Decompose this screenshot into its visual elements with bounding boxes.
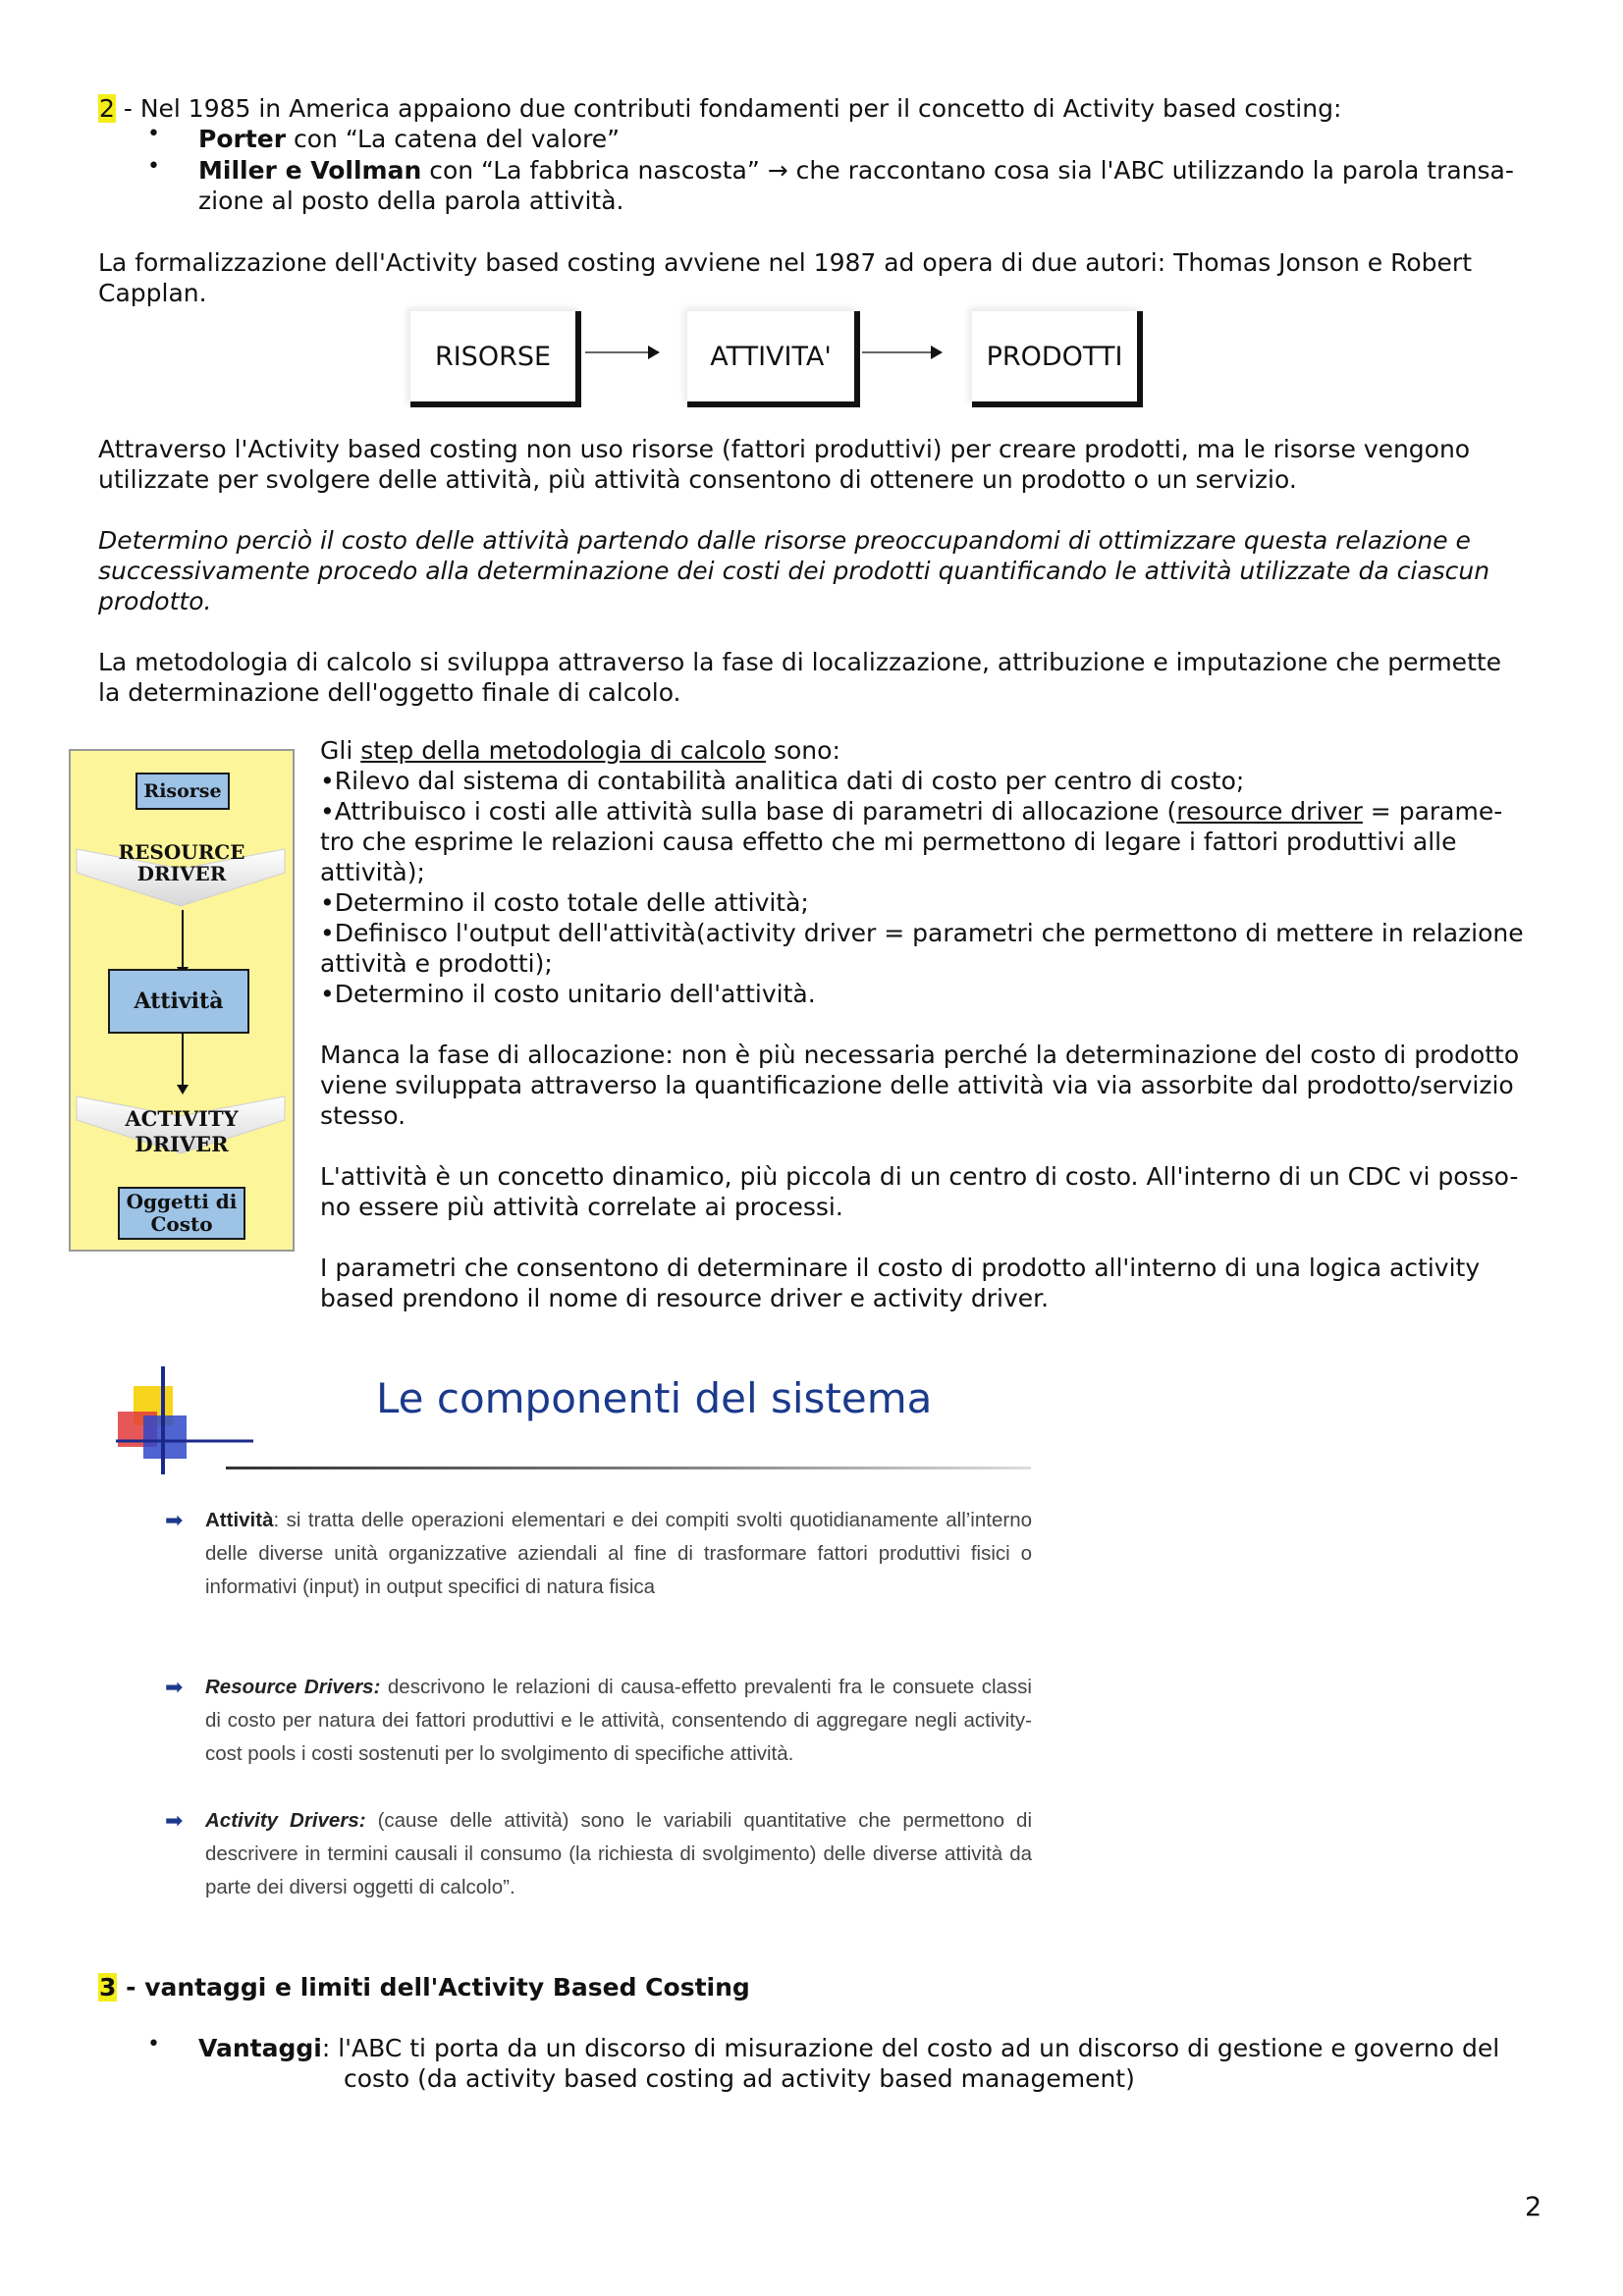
- abc-diagram: [69, 749, 295, 1252]
- diagram-box-risorse: Risorse: [135, 773, 230, 810]
- diagram-box-attivita: Attività: [108, 969, 249, 1034]
- bullet-miller-vollman-cont: zione al posto della parola attività.: [198, 187, 624, 215]
- slide-title: Le componenti del sistema: [376, 1374, 933, 1422]
- flow-arrow-head: [931, 346, 943, 359]
- paragraph-manca-cont: viene sviluppata attraverso la quantificazione delle attività via via assorbite dal prodotto/servizio: [320, 1071, 1514, 1099]
- paragraph-metodologia: La metodologia di calcolo si sviluppa attraverso la fase di localizzazione, attribuzione e imputazione che permette: [98, 648, 1502, 676]
- flow-arrow-line: [862, 351, 931, 353]
- paragraph-metodologia-cont: la determinazione dell'oggetto finale di calcolo.: [98, 678, 681, 707]
- italic-paragraph: Determino perciò il costo delle attività partendo dalle risorse preoccupandomi di ottimizzare questa relazione e: [98, 526, 1471, 555]
- slide-decoration-icon: [116, 1364, 253, 1482]
- diagram-label-resource: RESOURCE DRIVER: [118, 840, 245, 885]
- diagram-label-activity: ACTIVITY DRIVER: [125, 1106, 239, 1156]
- paragraph-manca: Manca la fase di allocazione: non è più necessaria perché la determinazione del costo di prodotto: [320, 1041, 1520, 1069]
- italic-paragraph-cont: prodotto.: [98, 587, 212, 615]
- arrow-bullet-icon: ➡: [165, 1509, 184, 1533]
- bullet-dot: •: [147, 154, 160, 179]
- vantaggi-text-cont: costo (da activity based costing ad activity based management): [344, 2064, 1135, 2093]
- paragraph-parametri: I parametri che consentono di determinare il costo di prodotto all'interno di una logica activity: [320, 1254, 1481, 1282]
- paragraph-risorse: Attraverso l'Activity based costing non uso risorse (fattori produttivi) per creare prodotti, ma le risorse vengono: [98, 435, 1471, 463]
- paragraph-parametri-cont: based prendono il nome di resource driver e activity driver.: [320, 1284, 1050, 1312]
- paragraph-manca-cont: stesso.: [320, 1101, 406, 1130]
- paragraph-attivita-cont: no essere più attività correlate ai processi.: [320, 1193, 843, 1221]
- formalization-text: La formalizzazione dell'Activity based costing avviene nel 1987 ad opera di due autori: Thomas Jonson e Robert: [98, 248, 1472, 277]
- step-2-cont: tro che esprime le relazioni causa effetto che mi permettono di legare i fattori produttivi alle: [320, 828, 1457, 856]
- flow-arrow-line: [585, 351, 648, 353]
- step-4-cont: attività e prodotti);: [320, 949, 553, 978]
- section-number-highlight: 3: [99, 1973, 117, 2002]
- bullet-porter: Porter con “La catena del valore”: [198, 125, 621, 153]
- flow-box-risorse: RISORSE: [410, 311, 581, 407]
- italic-paragraph-cont: successivamente procedo alla determinazione dei costi dei prodotti quantificando le attività utilizzate da ciascun: [98, 557, 1490, 585]
- arrow-bullet-icon: ➡: [165, 1809, 184, 1834]
- formalization-text-cont: Capplan.: [98, 279, 207, 307]
- flow-arrow-head: [648, 346, 660, 359]
- slide-item-attivita: Attività: si tratta delle operazioni elementari e dei compiti svolti quotidianamente all’interno delle diverse unità organizzative aziendali al fine di trasformare fattori produttivi fisici o informativi (input) in output specifici di natura fisica: [205, 1509, 1032, 1598]
- vantaggi-text: Vantaggi: l'ABC ti porta da un discorso di misurazione del costo ad un discorso di gestione e governo del: [198, 2034, 1500, 2062]
- flow-box-prodotti: PRODOTTI: [972, 311, 1143, 407]
- step-3: •Determino il costo totale delle attività;: [320, 888, 809, 917]
- bullet-dot: •: [147, 122, 160, 146]
- slide-item-activity-drivers: Activity Drivers: (cause delle attività) sono le variabili quantitative che permettono di descrivere in termini causali il consumo (la richiesta di svolgimento) delle diverse attività da parte dei diversi oggetti di calcolo”.: [205, 1809, 1032, 1898]
- bullet-dot: •: [147, 2032, 160, 2056]
- step-4: •Definisco l'output dell'attività(activity driver = parametri che permettono di mettere in relazione: [320, 919, 1524, 947]
- page-number: 2: [1525, 2192, 1542, 2222]
- section-2-intro: 2 - Nel 1985 in America appaiono due contributi fondamenti per il concetto di Activity based costing:: [99, 94, 1342, 123]
- paragraph-risorse-cont: utilizzate per svolgere delle attività, più attività consentono di ottenere un prodotto o un servizio.: [98, 465, 1297, 494]
- section-3-heading: 3 - vantaggi e limiti dell'Activity Based Costing: [99, 1973, 750, 2002]
- bullet-miller-vollman: Miller e Vollman con “La fabbrica nascosta” → che raccontano cosa sia l'ABC utilizzando la parola transa-: [198, 156, 1514, 185]
- flow-box-attivita: ATTIVITA': [687, 311, 860, 407]
- step-1: •Rilevo dal sistema di contabilità analitica dati di costo per centro di costo;: [320, 767, 1245, 795]
- diagram-box-oggetti: Oggetti di Costo: [118, 1187, 245, 1240]
- arrow-bullet-icon: ➡: [165, 1676, 184, 1700]
- step-5: •Determino il costo unitario dell'attività.: [320, 980, 816, 1008]
- slide-item-resource-drivers: Resource Drivers: descrivono le relazioni di causa-effetto prevalenti fra le consuete classi di costo per natura dei fattori produttivi e le attività, consentendo di aggregare negli activity-cost pools i costi sostenuti per lo svolgimento di specifiche attività.: [205, 1676, 1032, 1765]
- slide-title-underline: [226, 1467, 1031, 1469]
- step-2-cont: attività);: [320, 858, 425, 886]
- section-number-highlight: 2: [99, 94, 115, 123]
- paragraph-attivita: L'attività è un concetto dinamico, più piccola di un centro di costo. All'interno di un CDC vi posso-: [320, 1162, 1519, 1191]
- step-2: •Attribuisco i costi alle attività sulla base di parametri di allocazione (resource driver = parame-: [320, 797, 1503, 826]
- steps-intro: Gli step della metodologia di calcolo sono:: [320, 736, 840, 765]
